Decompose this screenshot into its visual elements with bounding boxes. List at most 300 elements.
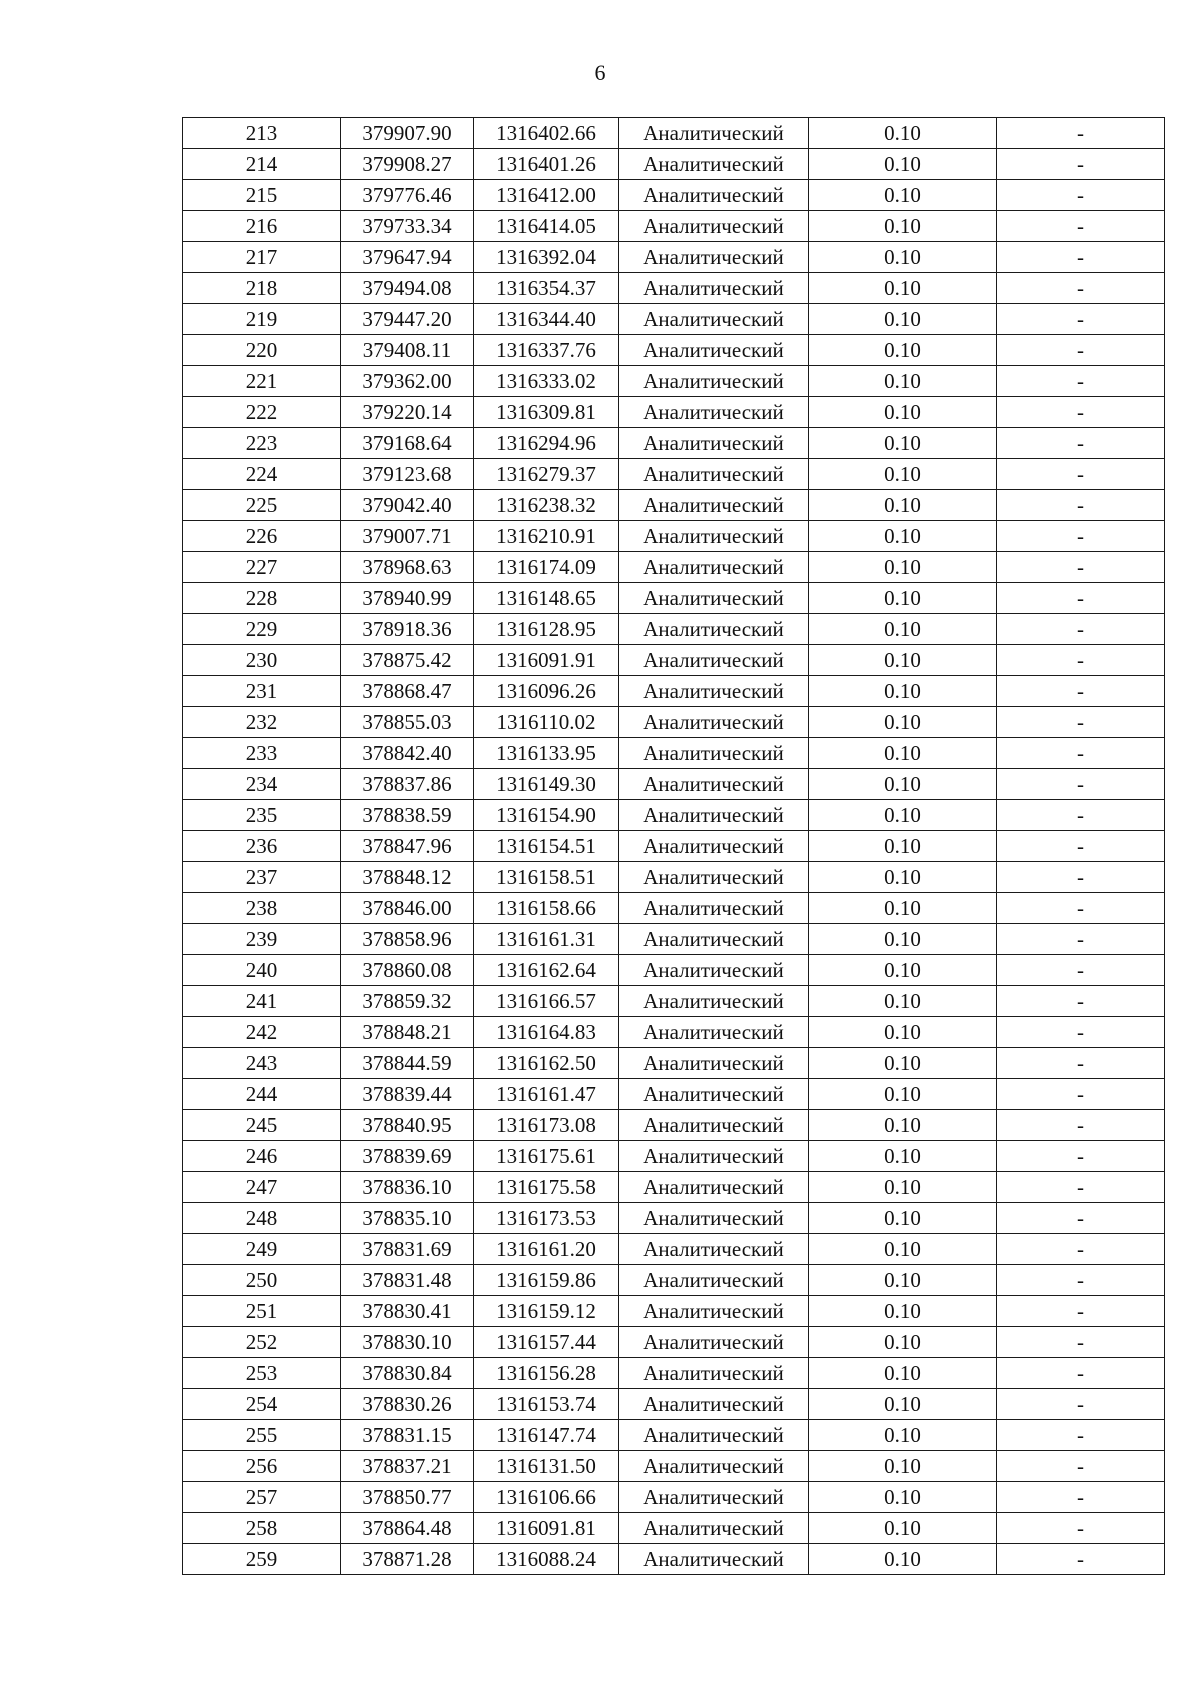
point-number-cell: 236	[183, 831, 341, 862]
y-coordinate-cell: 1316175.58	[474, 1172, 619, 1203]
x-coordinate-cell: 378940.99	[341, 583, 474, 614]
accuracy-cell: 0.10	[809, 397, 997, 428]
point-number-cell: 217	[183, 242, 341, 273]
note-cell: -	[997, 149, 1165, 180]
accuracy-cell: 0.10	[809, 1358, 997, 1389]
method-cell: Аналитический	[619, 242, 809, 273]
table-row	[183, 1017, 1165, 1048]
method-cell: Аналитический	[619, 1482, 809, 1513]
x-coordinate-cell: 378839.44	[341, 1079, 474, 1110]
point-number-cell: 250	[183, 1265, 341, 1296]
accuracy-cell: 0.10	[809, 1544, 997, 1575]
x-coordinate-cell: 378830.10	[341, 1327, 474, 1358]
table-row	[183, 366, 1165, 397]
point-number-cell: 243	[183, 1048, 341, 1079]
note-cell: -	[997, 242, 1165, 273]
point-number-cell: 257	[183, 1482, 341, 1513]
table-row	[183, 428, 1165, 459]
y-coordinate-cell: 1316106.66	[474, 1482, 619, 1513]
accuracy-cell: 0.10	[809, 1234, 997, 1265]
accuracy-cell: 0.10	[809, 1389, 997, 1420]
x-coordinate-cell: 379908.27	[341, 149, 474, 180]
y-coordinate-cell: 1316147.74	[474, 1420, 619, 1451]
table-row	[183, 1451, 1165, 1482]
x-coordinate-cell: 378859.32	[341, 986, 474, 1017]
accuracy-cell: 0.10	[809, 1017, 997, 1048]
x-coordinate-cell: 379123.68	[341, 459, 474, 490]
point-number-cell: 227	[183, 552, 341, 583]
note-cell: -	[997, 1017, 1165, 1048]
point-number-cell: 251	[183, 1296, 341, 1327]
y-coordinate-cell: 1316153.74	[474, 1389, 619, 1420]
note-cell: -	[997, 1451, 1165, 1482]
table-row	[183, 738, 1165, 769]
accuracy-cell: 0.10	[809, 1048, 997, 1079]
method-cell: Аналитический	[619, 1234, 809, 1265]
table-row	[183, 1265, 1165, 1296]
x-coordinate-cell: 379907.90	[341, 118, 474, 149]
point-number-cell: 245	[183, 1110, 341, 1141]
y-coordinate-cell: 1316161.31	[474, 924, 619, 955]
accuracy-cell: 0.10	[809, 707, 997, 738]
point-number-cell: 229	[183, 614, 341, 645]
x-coordinate-cell: 379647.94	[341, 242, 474, 273]
x-coordinate-cell: 378860.08	[341, 955, 474, 986]
note-cell: -	[997, 955, 1165, 986]
point-number-cell: 214	[183, 149, 341, 180]
accuracy-cell: 0.10	[809, 800, 997, 831]
note-cell: -	[997, 1234, 1165, 1265]
x-coordinate-cell: 379447.20	[341, 304, 474, 335]
table-row	[183, 614, 1165, 645]
accuracy-cell: 0.10	[809, 1172, 997, 1203]
x-coordinate-cell: 379494.08	[341, 273, 474, 304]
table-row	[183, 459, 1165, 490]
point-number-cell: 244	[183, 1079, 341, 1110]
accuracy-cell: 0.10	[809, 552, 997, 583]
x-coordinate-cell: 378835.10	[341, 1203, 474, 1234]
accuracy-cell: 0.10	[809, 521, 997, 552]
x-coordinate-cell: 379362.00	[341, 366, 474, 397]
method-cell: Аналитический	[619, 335, 809, 366]
y-coordinate-cell: 1316159.12	[474, 1296, 619, 1327]
y-coordinate-cell: 1316131.50	[474, 1451, 619, 1482]
accuracy-cell: 0.10	[809, 893, 997, 924]
point-number-cell: 215	[183, 180, 341, 211]
method-cell: Аналитический	[619, 986, 809, 1017]
x-coordinate-cell: 379733.34	[341, 211, 474, 242]
accuracy-cell: 0.10	[809, 335, 997, 366]
point-number-cell: 225	[183, 490, 341, 521]
y-coordinate-cell: 1316156.28	[474, 1358, 619, 1389]
table-row	[183, 1358, 1165, 1389]
x-coordinate-cell: 379776.46	[341, 180, 474, 211]
note-cell: -	[997, 583, 1165, 614]
note-cell: -	[997, 1358, 1165, 1389]
method-cell: Аналитический	[619, 676, 809, 707]
accuracy-cell: 0.10	[809, 304, 997, 335]
accuracy-cell: 0.10	[809, 149, 997, 180]
x-coordinate-cell: 379168.64	[341, 428, 474, 459]
method-cell: Аналитический	[619, 1079, 809, 1110]
table-row	[183, 521, 1165, 552]
y-coordinate-cell: 1316210.91	[474, 521, 619, 552]
table-row	[183, 955, 1165, 986]
note-cell: -	[997, 614, 1165, 645]
y-coordinate-cell: 1316412.00	[474, 180, 619, 211]
accuracy-cell: 0.10	[809, 459, 997, 490]
point-number-cell: 235	[183, 800, 341, 831]
y-coordinate-cell: 1316154.90	[474, 800, 619, 831]
method-cell: Аналитический	[619, 1513, 809, 1544]
x-coordinate-cell: 378855.03	[341, 707, 474, 738]
method-cell: Аналитический	[619, 1048, 809, 1079]
note-cell: -	[997, 1110, 1165, 1141]
table-row	[183, 1544, 1165, 1575]
note-cell: -	[997, 924, 1165, 955]
point-number-cell: 255	[183, 1420, 341, 1451]
y-coordinate-cell: 1316161.47	[474, 1079, 619, 1110]
y-coordinate-cell: 1316402.66	[474, 118, 619, 149]
accuracy-cell: 0.10	[809, 273, 997, 304]
method-cell: Аналитический	[619, 1141, 809, 1172]
note-cell: -	[997, 645, 1165, 676]
method-cell: Аналитический	[619, 490, 809, 521]
x-coordinate-cell: 378875.42	[341, 645, 474, 676]
x-coordinate-cell: 378848.12	[341, 862, 474, 893]
y-coordinate-cell: 1316162.50	[474, 1048, 619, 1079]
method-cell: Аналитический	[619, 583, 809, 614]
note-cell: -	[997, 862, 1165, 893]
note-cell: -	[997, 1482, 1165, 1513]
y-coordinate-cell: 1316110.02	[474, 707, 619, 738]
method-cell: Аналитический	[619, 800, 809, 831]
note-cell: -	[997, 335, 1165, 366]
note-cell: -	[997, 273, 1165, 304]
table-row	[183, 831, 1165, 862]
note-cell: -	[997, 1079, 1165, 1110]
table-row	[183, 211, 1165, 242]
x-coordinate-cell: 378837.21	[341, 1451, 474, 1482]
y-coordinate-cell: 1316174.09	[474, 552, 619, 583]
method-cell: Аналитический	[619, 955, 809, 986]
x-coordinate-cell: 378831.69	[341, 1234, 474, 1265]
point-number-cell: 241	[183, 986, 341, 1017]
accuracy-cell: 0.10	[809, 1296, 997, 1327]
point-number-cell: 256	[183, 1451, 341, 1482]
y-coordinate-cell: 1316149.30	[474, 769, 619, 800]
method-cell: Аналитический	[619, 1265, 809, 1296]
x-coordinate-cell: 379007.71	[341, 521, 474, 552]
point-number-cell: 219	[183, 304, 341, 335]
method-cell: Аналитический	[619, 1203, 809, 1234]
y-coordinate-cell: 1316401.26	[474, 149, 619, 180]
note-cell: -	[997, 211, 1165, 242]
x-coordinate-cell: 378830.84	[341, 1358, 474, 1389]
y-coordinate-cell: 1316333.02	[474, 366, 619, 397]
table-row	[183, 490, 1165, 521]
y-coordinate-cell: 1316414.05	[474, 211, 619, 242]
method-cell: Аналитический	[619, 769, 809, 800]
accuracy-cell: 0.10	[809, 1110, 997, 1141]
table-row	[183, 1048, 1165, 1079]
point-number-cell: 246	[183, 1141, 341, 1172]
note-cell: -	[997, 428, 1165, 459]
method-cell: Аналитический	[619, 521, 809, 552]
table-row	[183, 552, 1165, 583]
method-cell: Аналитический	[619, 1451, 809, 1482]
method-cell: Аналитический	[619, 304, 809, 335]
note-cell: -	[997, 676, 1165, 707]
point-number-cell: 222	[183, 397, 341, 428]
point-number-cell: 248	[183, 1203, 341, 1234]
note-cell: -	[997, 1296, 1165, 1327]
x-coordinate-cell: 378830.26	[341, 1389, 474, 1420]
y-coordinate-cell: 1316344.40	[474, 304, 619, 335]
accuracy-cell: 0.10	[809, 769, 997, 800]
method-cell: Аналитический	[619, 366, 809, 397]
point-number-cell: 247	[183, 1172, 341, 1203]
note-cell: -	[997, 1327, 1165, 1358]
y-coordinate-cell: 1316159.86	[474, 1265, 619, 1296]
y-coordinate-cell: 1316158.51	[474, 862, 619, 893]
note-cell: -	[997, 552, 1165, 583]
method-cell: Аналитический	[619, 1172, 809, 1203]
table-row	[183, 645, 1165, 676]
note-cell: -	[997, 180, 1165, 211]
table-row	[183, 273, 1165, 304]
table-row	[183, 1110, 1165, 1141]
y-coordinate-cell: 1316294.96	[474, 428, 619, 459]
accuracy-cell: 0.10	[809, 1141, 997, 1172]
table-row	[183, 1203, 1165, 1234]
note-cell: -	[997, 769, 1165, 800]
table-row	[183, 986, 1165, 1017]
y-coordinate-cell: 1316173.08	[474, 1110, 619, 1141]
table-row	[183, 769, 1165, 800]
point-number-cell: 213	[183, 118, 341, 149]
y-coordinate-cell: 1316166.57	[474, 986, 619, 1017]
x-coordinate-cell: 378871.28	[341, 1544, 474, 1575]
x-coordinate-cell: 378830.41	[341, 1296, 474, 1327]
y-coordinate-cell: 1316157.44	[474, 1327, 619, 1358]
note-cell: -	[997, 1544, 1165, 1575]
table-row	[183, 335, 1165, 366]
method-cell: Аналитический	[619, 1544, 809, 1575]
method-cell: Аналитический	[619, 149, 809, 180]
table-row	[183, 893, 1165, 924]
y-coordinate-cell: 1316128.95	[474, 614, 619, 645]
x-coordinate-cell: 378837.86	[341, 769, 474, 800]
point-number-cell: 218	[183, 273, 341, 304]
method-cell: Аналитический	[619, 1110, 809, 1141]
table-row	[183, 1513, 1165, 1544]
accuracy-cell: 0.10	[809, 242, 997, 273]
x-coordinate-cell: 379220.14	[341, 397, 474, 428]
y-coordinate-cell: 1316279.37	[474, 459, 619, 490]
point-number-cell: 231	[183, 676, 341, 707]
table-row	[183, 924, 1165, 955]
y-coordinate-cell: 1316091.91	[474, 645, 619, 676]
point-number-cell: 237	[183, 862, 341, 893]
method-cell: Аналитический	[619, 831, 809, 862]
table-row	[183, 1327, 1165, 1358]
point-number-cell: 216	[183, 211, 341, 242]
note-cell: -	[997, 1172, 1165, 1203]
accuracy-cell: 0.10	[809, 738, 997, 769]
accuracy-cell: 0.10	[809, 614, 997, 645]
y-coordinate-cell: 1316238.32	[474, 490, 619, 521]
method-cell: Аналитический	[619, 1420, 809, 1451]
method-cell: Аналитический	[619, 1017, 809, 1048]
point-number-cell: 249	[183, 1234, 341, 1265]
accuracy-cell: 0.10	[809, 1265, 997, 1296]
y-coordinate-cell: 1316173.53	[474, 1203, 619, 1234]
y-coordinate-cell: 1316161.20	[474, 1234, 619, 1265]
x-coordinate-cell: 378840.95	[341, 1110, 474, 1141]
accuracy-cell: 0.10	[809, 490, 997, 521]
note-cell: -	[997, 459, 1165, 490]
point-number-cell: 224	[183, 459, 341, 490]
x-coordinate-cell: 378868.47	[341, 676, 474, 707]
point-number-cell: 253	[183, 1358, 341, 1389]
point-number-cell: 230	[183, 645, 341, 676]
x-coordinate-cell: 378847.96	[341, 831, 474, 862]
accuracy-cell: 0.10	[809, 1451, 997, 1482]
y-coordinate-cell: 1316148.65	[474, 583, 619, 614]
note-cell: -	[997, 397, 1165, 428]
point-number-cell: 220	[183, 335, 341, 366]
accuracy-cell: 0.10	[809, 583, 997, 614]
table-row	[183, 149, 1165, 180]
note-cell: -	[997, 521, 1165, 552]
y-coordinate-cell: 1316309.81	[474, 397, 619, 428]
point-number-cell: 259	[183, 1544, 341, 1575]
point-number-cell: 232	[183, 707, 341, 738]
x-coordinate-cell: 378858.96	[341, 924, 474, 955]
y-coordinate-cell: 1316096.26	[474, 676, 619, 707]
y-coordinate-cell: 1316133.95	[474, 738, 619, 769]
method-cell: Аналитический	[619, 738, 809, 769]
page-number: 6	[594, 60, 606, 85]
x-coordinate-cell: 378838.59	[341, 800, 474, 831]
accuracy-cell: 0.10	[809, 986, 997, 1017]
point-number-cell: 242	[183, 1017, 341, 1048]
x-coordinate-cell: 378850.77	[341, 1482, 474, 1513]
note-cell: -	[997, 1203, 1165, 1234]
method-cell: Аналитический	[619, 893, 809, 924]
accuracy-cell: 0.10	[809, 118, 997, 149]
x-coordinate-cell: 378831.15	[341, 1420, 474, 1451]
accuracy-cell: 0.10	[809, 428, 997, 459]
note-cell: -	[997, 986, 1165, 1017]
coordinates-table	[182, 117, 1165, 1575]
x-coordinate-cell: 378918.36	[341, 614, 474, 645]
table-row	[183, 1389, 1165, 1420]
point-number-cell: 223	[183, 428, 341, 459]
method-cell: Аналитический	[619, 707, 809, 738]
method-cell: Аналитический	[619, 273, 809, 304]
method-cell: Аналитический	[619, 1296, 809, 1327]
note-cell: -	[997, 366, 1165, 397]
point-number-cell: 252	[183, 1327, 341, 1358]
y-coordinate-cell: 1316354.37	[474, 273, 619, 304]
method-cell: Аналитический	[619, 1327, 809, 1358]
y-coordinate-cell: 1316175.61	[474, 1141, 619, 1172]
table-row	[183, 1420, 1165, 1451]
y-coordinate-cell: 1316162.64	[474, 955, 619, 986]
coordinates-table-body	[183, 118, 1165, 1575]
method-cell: Аналитический	[619, 459, 809, 490]
point-number-cell: 233	[183, 738, 341, 769]
method-cell: Аналитический	[619, 552, 809, 583]
note-cell: -	[997, 707, 1165, 738]
note-cell: -	[997, 738, 1165, 769]
table-row	[183, 180, 1165, 211]
note-cell: -	[997, 1420, 1165, 1451]
x-coordinate-cell: 378839.69	[341, 1141, 474, 1172]
accuracy-cell: 0.10	[809, 180, 997, 211]
note-cell: -	[997, 118, 1165, 149]
x-coordinate-cell: 378864.48	[341, 1513, 474, 1544]
point-number-cell: 234	[183, 769, 341, 800]
method-cell: Аналитический	[619, 211, 809, 242]
x-coordinate-cell: 378836.10	[341, 1172, 474, 1203]
method-cell: Аналитический	[619, 428, 809, 459]
accuracy-cell: 0.10	[809, 1513, 997, 1544]
table-row	[183, 1141, 1165, 1172]
y-coordinate-cell: 1316088.24	[474, 1544, 619, 1575]
method-cell: Аналитический	[619, 614, 809, 645]
note-cell: -	[997, 1513, 1165, 1544]
x-coordinate-cell: 379042.40	[341, 490, 474, 521]
point-number-cell: 258	[183, 1513, 341, 1544]
table-row	[183, 1482, 1165, 1513]
x-coordinate-cell: 378842.40	[341, 738, 474, 769]
note-cell: -	[997, 304, 1165, 335]
note-cell: -	[997, 893, 1165, 924]
accuracy-cell: 0.10	[809, 1420, 997, 1451]
table-row	[183, 583, 1165, 614]
table-row	[183, 1296, 1165, 1327]
method-cell: Аналитический	[619, 118, 809, 149]
accuracy-cell: 0.10	[809, 1482, 997, 1513]
y-coordinate-cell: 1316337.76	[474, 335, 619, 366]
note-cell: -	[997, 1389, 1165, 1420]
accuracy-cell: 0.10	[809, 645, 997, 676]
table-row	[183, 304, 1165, 335]
point-number-cell: 221	[183, 366, 341, 397]
y-coordinate-cell: 1316158.66	[474, 893, 619, 924]
table-row	[183, 118, 1165, 149]
method-cell: Аналитический	[619, 645, 809, 676]
table-row	[183, 800, 1165, 831]
method-cell: Аналитический	[619, 180, 809, 211]
accuracy-cell: 0.10	[809, 676, 997, 707]
table-row	[183, 397, 1165, 428]
table-row	[183, 1079, 1165, 1110]
x-coordinate-cell: 378848.21	[341, 1017, 474, 1048]
x-coordinate-cell: 378846.00	[341, 893, 474, 924]
y-coordinate-cell: 1316091.81	[474, 1513, 619, 1544]
method-cell: Аналитический	[619, 397, 809, 428]
note-cell: -	[997, 1141, 1165, 1172]
accuracy-cell: 0.10	[809, 862, 997, 893]
x-coordinate-cell: 378831.48	[341, 1265, 474, 1296]
note-cell: -	[997, 1265, 1165, 1296]
method-cell: Аналитический	[619, 862, 809, 893]
table-row	[183, 707, 1165, 738]
